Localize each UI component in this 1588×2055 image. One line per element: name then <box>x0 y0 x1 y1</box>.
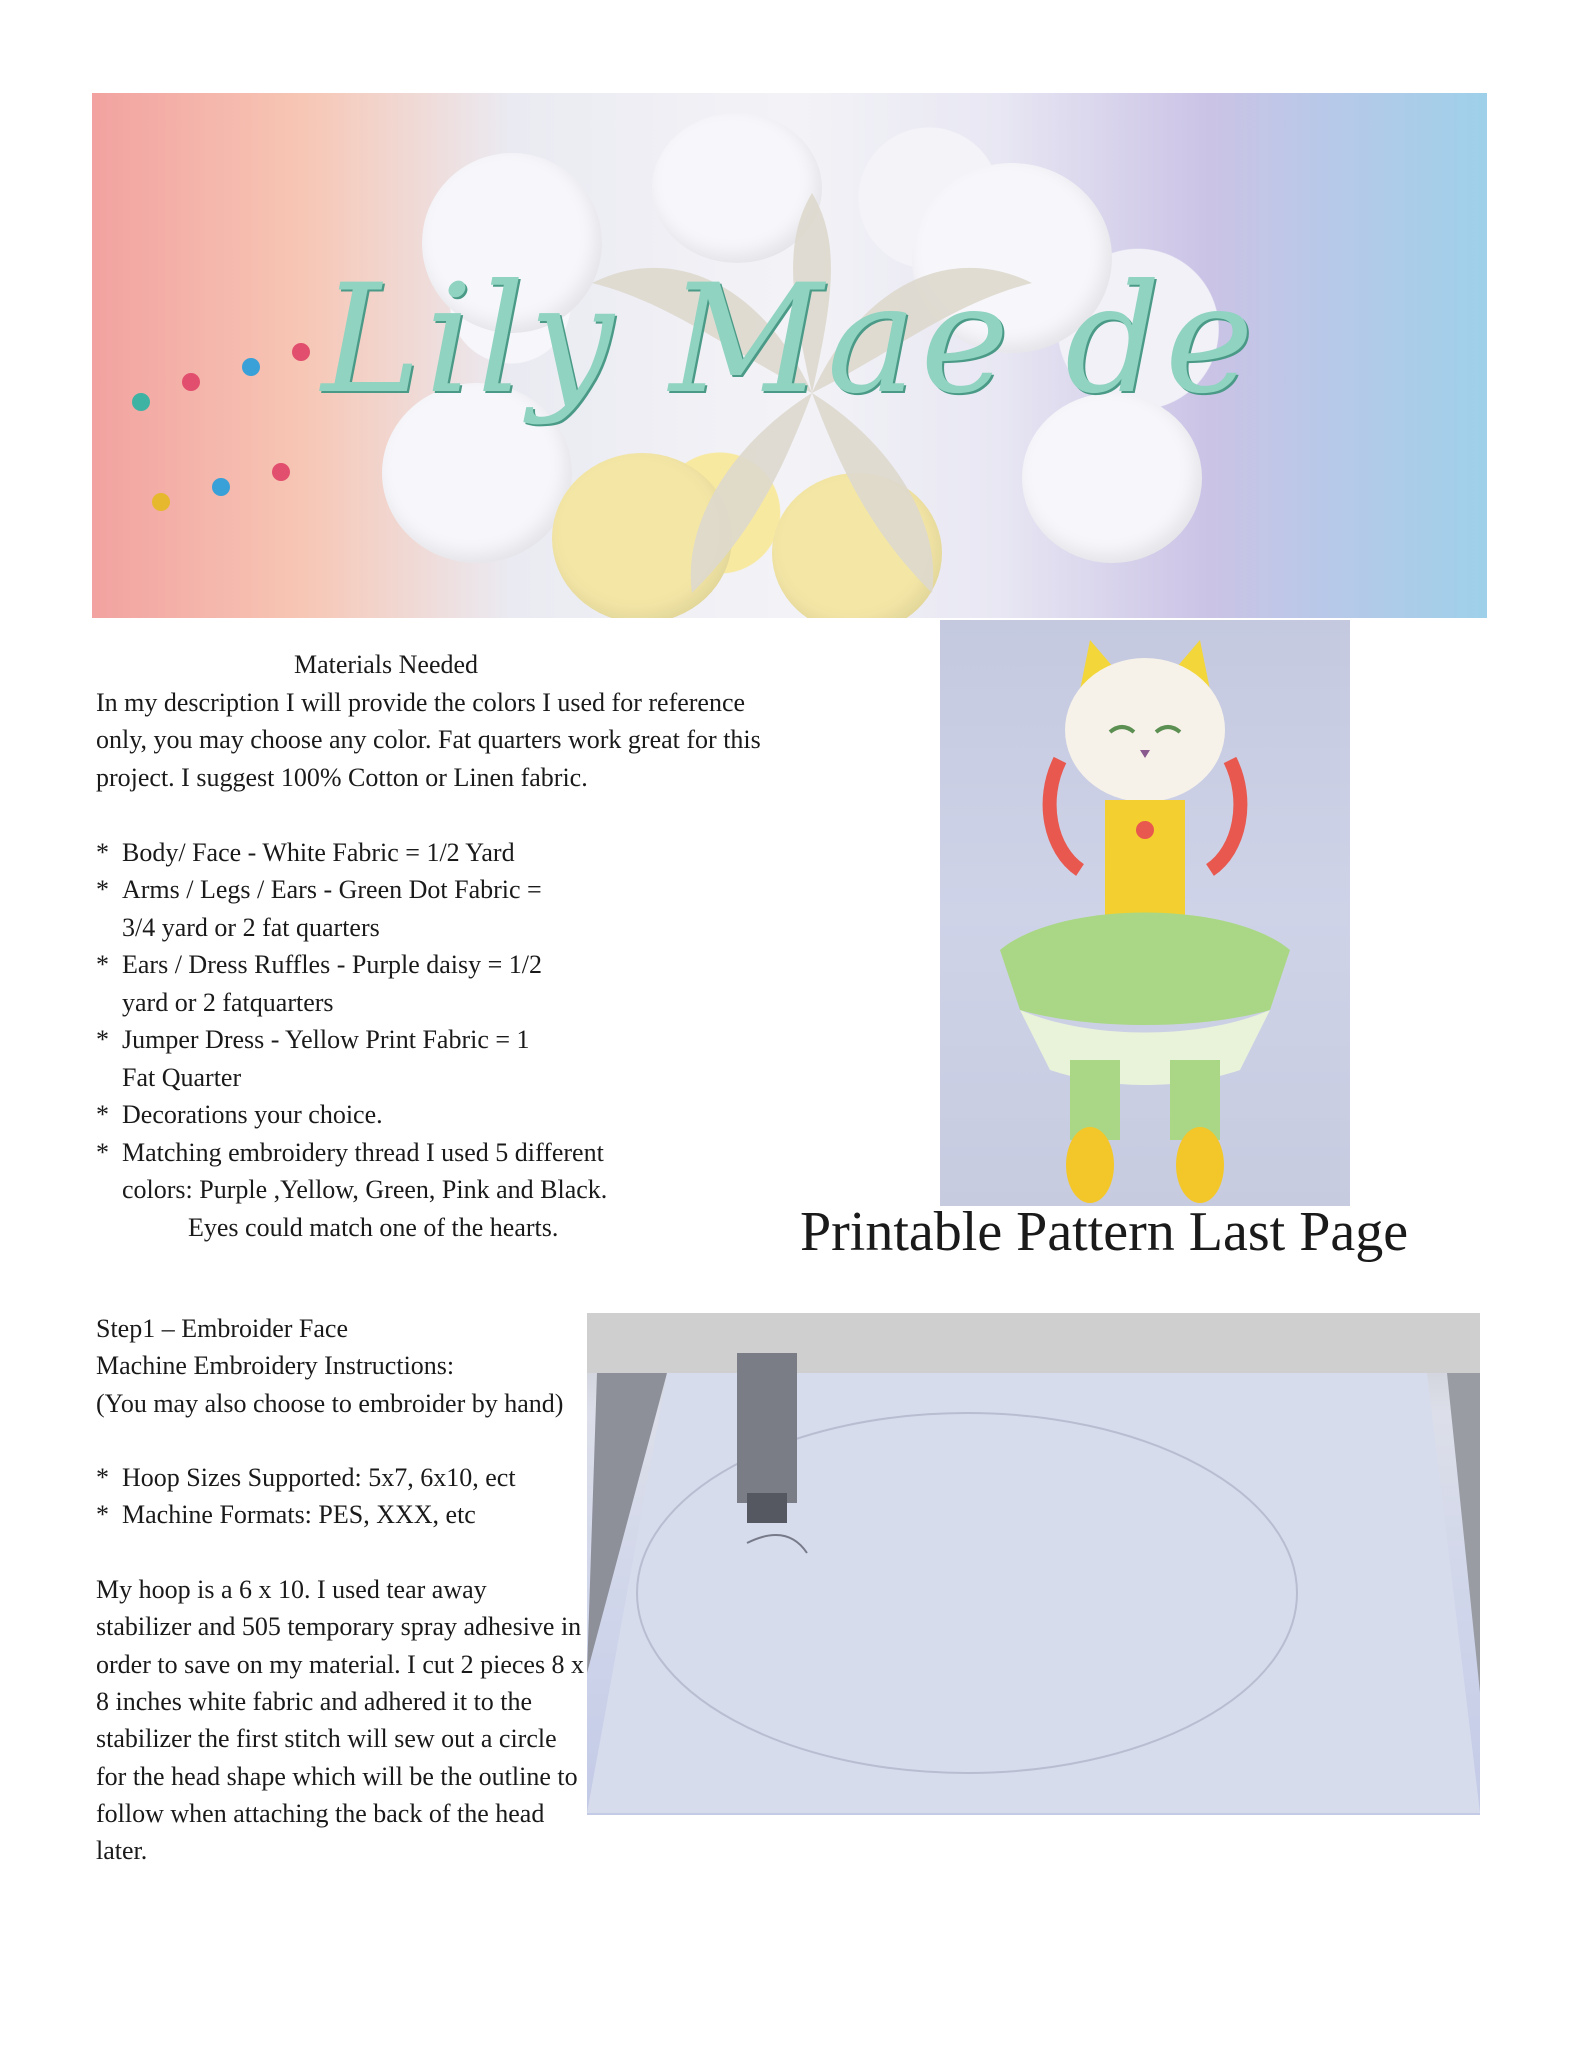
list-item-continuation: Eyes could match one of the hearts. <box>188 1212 559 1242</box>
cat-doll-photo <box>940 620 1350 1206</box>
list-item-continuation: Fat Quarter <box>122 1062 242 1092</box>
cat-doll-illustration <box>940 620 1350 1206</box>
printable-pattern-caption: Printable Pattern Last Page <box>800 1201 1409 1263</box>
list-item: * Decorations your choice. <box>96 1096 786 1134</box>
step1-section <box>96 1310 596 1869</box>
list-item: * Hoop Sizes Supported: 5x7, 6x10, ect <box>96 1459 596 1496</box>
materials-intro: In my description I will provide the colors I used for reference only, you may choose any color. Fat quarters work great for this project. I suggest 100% Cotton or Linen fabric. <box>96 687 761 792</box>
embroidery-hoop-illustration <box>587 1313 1480 1815</box>
step1-heading: Step1 – Embroider Face <box>96 1314 348 1343</box>
polka-dot <box>212 478 230 496</box>
list-item: * Machine Formats: PES, XXX, etc <box>96 1496 596 1533</box>
banner-photo <box>92 93 1487 618</box>
list-item-continuation: colors: Purple ,Yellow, Green, Pink and Black. <box>122 1175 608 1204</box>
list-item: * Jumper Dress - Yellow Print Fabric = 1 <box>96 1021 786 1059</box>
embroidery-machine-photo <box>587 1313 1480 1815</box>
logo-text: Lily Mae de <box>321 253 1258 427</box>
step1-body: My hoop is a 6 x 10. I used tear away stabilizer and 505 temporary spray adhesive in order to save on my material. I cut 2 pieces 8 x 8 inches white fabric and adhered it to the stabilizer the first stitch will sew out a circle for the head shape which will be the outline to follow when attaching the back of the head later. <box>96 1575 585 1866</box>
list-item: * Body/ Face - White Fabric = 1/2 Yard <box>96 834 786 872</box>
polka-dot <box>272 463 290 481</box>
list-item-continuation: 3/4 yard or 2 fat quarters <box>122 912 380 942</box>
materials-title: Materials Needed <box>293 650 479 679</box>
list-item-continuation: yard or 2 fatquarters <box>122 987 334 1017</box>
list-item: * Matching embroidery thread I used 5 different <box>96 1134 786 1172</box>
step1-note: (You may also choose to embroider by hand) <box>96 1388 564 1418</box>
materials-list <box>96 834 786 1247</box>
step1-subheading: Machine Embroidery Instructions: <box>96 1351 455 1381</box>
polka-dot <box>152 493 170 511</box>
list-item: * Ears / Dress Ruffles - Purple daisy = 1/2 <box>96 946 786 984</box>
list-item: * Arms / Legs / Ears - Green Dot Fabric = <box>96 871 786 909</box>
materials-section <box>96 646 786 1246</box>
step1-list <box>96 1459 596 1534</box>
